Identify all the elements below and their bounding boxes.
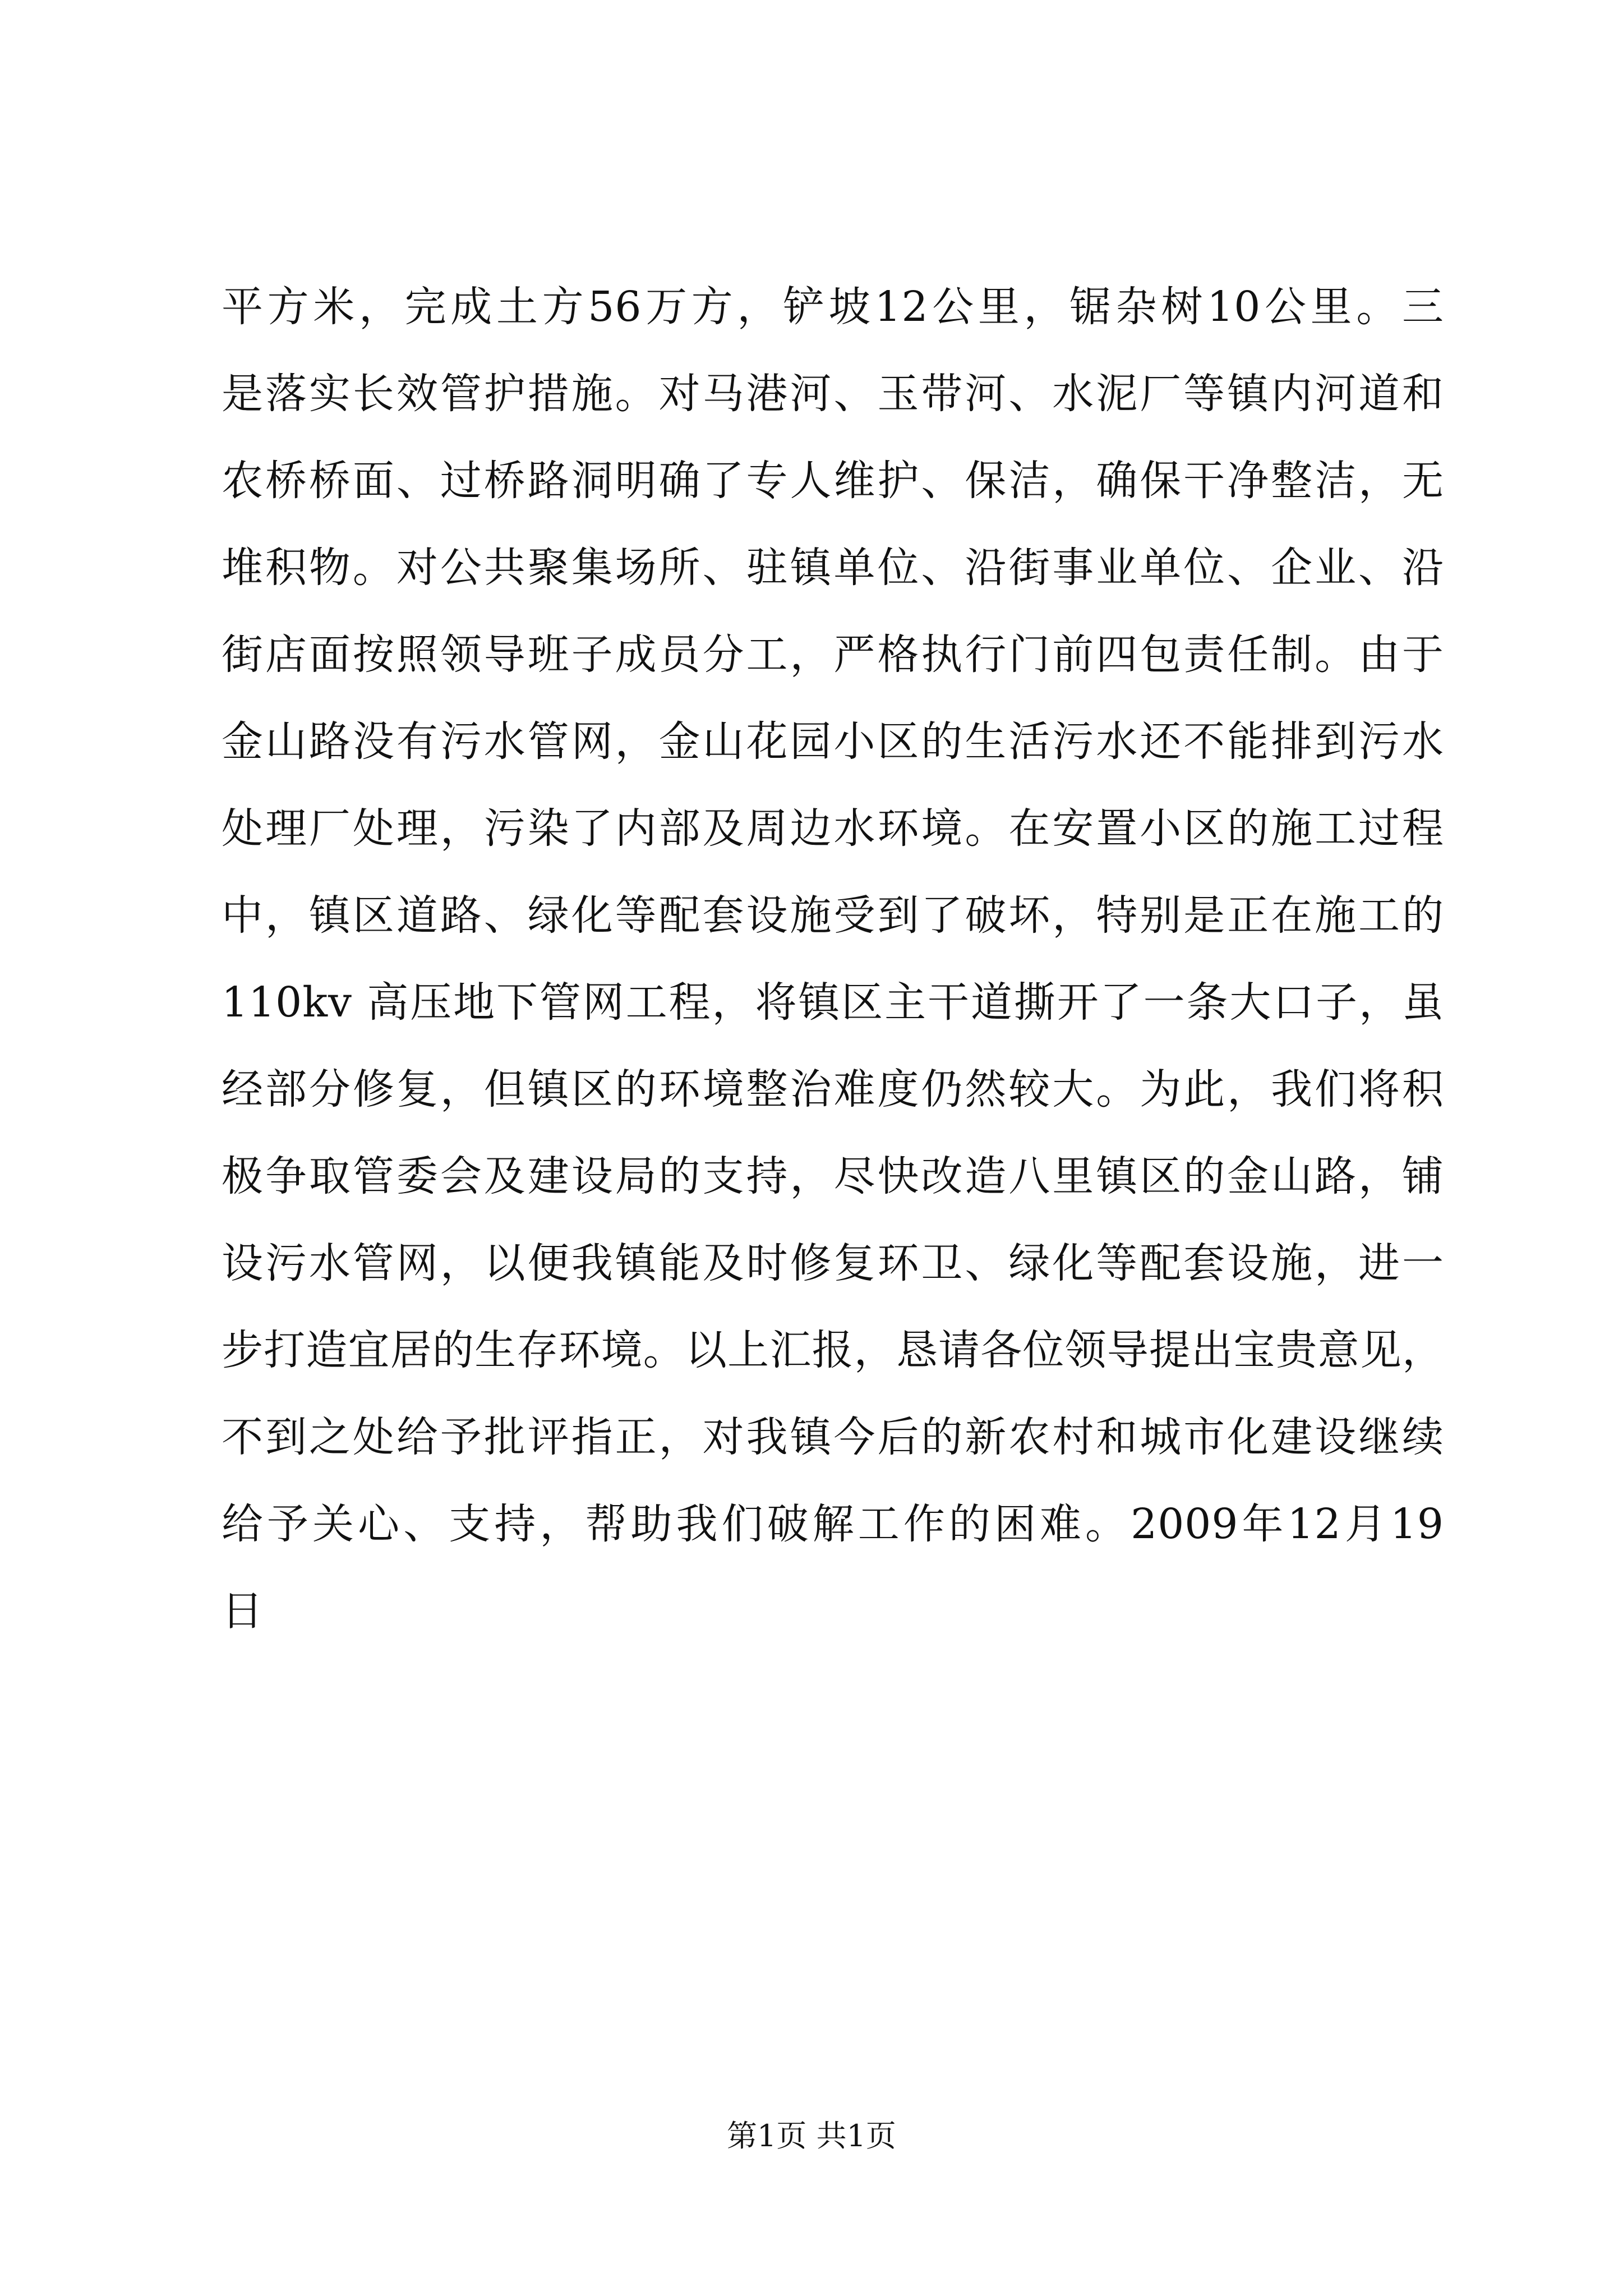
text-line: 平方米，完成土方56万方，铲坡12公里，锯杂树10公里。三 (222, 283, 1444, 331)
text-line: 中，镇区道路、绿化等配套设施受到了破坏，特别是正在施工的 (222, 891, 1444, 940)
text-line: 不到之处给予批评指正，对我镇今后的新农村和城市化建设继续 (222, 1413, 1444, 1461)
text-line: 设污水管网，以便我镇能及时修复环卫、绿化等配套设施，进一 (222, 1239, 1444, 1287)
text-line: 给予关心、支持，帮助我们破解工作的困难。2009年12月19 (222, 1500, 1444, 1548)
page-number-label: 第1页 共1页 (727, 2118, 896, 2154)
text-line: 金山路没有污水管网，金山花园小区的生活污水还不能排到污水 (222, 717, 1444, 766)
text-line: 极争取管委会及建设局的支持，尽快改造八里镇区的金山路，铺 (222, 1152, 1444, 1200)
text-line: 街店面按照领导班子成员分工，严格执行门前四包责任制。由于 (222, 631, 1444, 679)
body-text (222, 264, 1444, 1655)
text-line: 堆积物。对公共聚集场所、驻镇单位、沿街事业单位、企业、沿 (222, 544, 1444, 592)
text-line: 110kv 高压地下管网工程，将镇区主干道撕开了一条大口子，虽 (222, 978, 1444, 1027)
text-line: 农桥桥面、过桥路洞明确了专人维护、保洁，确保干净整洁，无 (222, 457, 1444, 505)
text-line: 经部分修复，但镇区的环境整治难度仍然较大。为此，我们将积 (222, 1065, 1444, 1114)
text-line: 处理厂处理，污染了内部及周边水环境。在安置小区的施工过程 (222, 804, 1444, 853)
page-footer (0, 2114, 1623, 2159)
text-line: 步打造宜居的生存环境。以上汇报，恳请各位领导提出宝贵意见， (222, 1326, 1444, 1374)
text-line: 日 (222, 1587, 264, 1635)
text-line: 是落实长效管护措施。对马港河、玉带河、水泥厂等镇内河道和 (222, 370, 1444, 418)
